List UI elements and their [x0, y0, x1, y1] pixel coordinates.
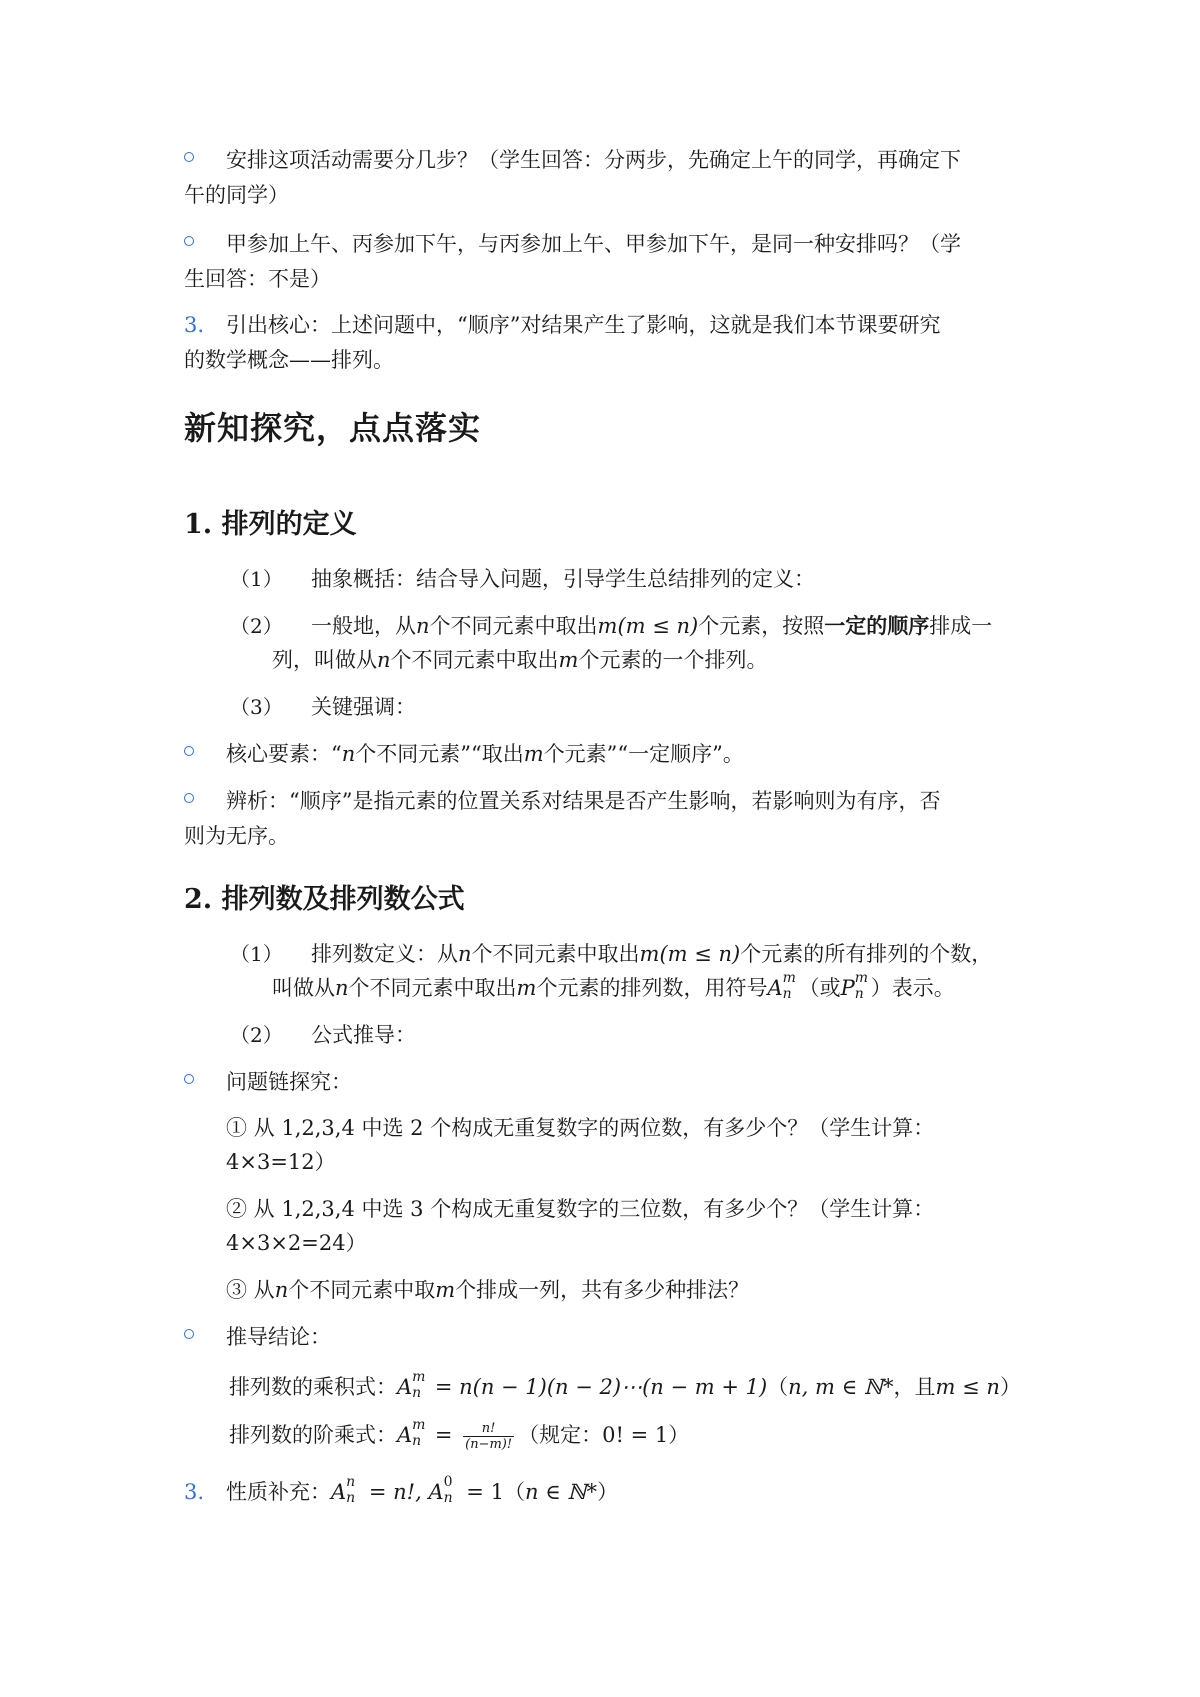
math-expr: = n!,: [362, 1480, 422, 1504]
math-var: n: [341, 742, 356, 766]
paren-label: （2）: [230, 1023, 283, 1047]
intro-bullet2-line2: 生回答：不是）: [184, 267, 331, 291]
superscript: n: [346, 1474, 356, 1490]
scripts: [346, 1474, 362, 1506]
symbol-A: A: [767, 976, 783, 1000]
bullet-icon: [184, 236, 194, 246]
math-expr: = n(n − 1)(n − 2)⋯(n − m + 1): [428, 1375, 768, 1399]
heading-permutation-definition: 1. 排列的定义: [184, 509, 357, 540]
math-var: m: [558, 648, 579, 672]
text-run: 个不同元素中取出: [390, 648, 559, 672]
math-var: n: [416, 614, 430, 638]
subscript: n: [412, 1433, 422, 1449]
paren-label: （1）: [230, 942, 283, 966]
section-title: 新知探究，点点落实: [184, 409, 482, 447]
intro-item3-line2: 的数学概念——排列。: [184, 348, 394, 372]
s2-p1-line2: [272, 970, 955, 1003]
bold-text: 一定的顺序: [824, 613, 930, 638]
text-run: 个不同元素中取出: [429, 614, 598, 638]
text-run: 个不同元素”“取出: [355, 742, 524, 766]
math-var: n: [335, 976, 349, 1000]
text-run: 排列数的乘积式：: [229, 1375, 397, 1399]
list-number: 3.: [184, 1480, 205, 1504]
scripts: [782, 970, 799, 1002]
subscript: n: [412, 1385, 422, 1401]
text-run: ）表示。: [870, 976, 955, 1000]
s1-bullet2-line2: 则为无序。: [184, 824, 289, 848]
text-run: 个不同元素中取出: [348, 976, 517, 1000]
numerator: n!: [463, 1421, 514, 1437]
superscript: m: [854, 970, 869, 986]
math-var: m: [516, 976, 537, 1000]
paren-label: （1）: [230, 567, 283, 591]
math-expr: n ∈ ℕ*: [524, 1480, 598, 1504]
s2-q1-line2: 4×3=12）: [226, 1150, 336, 1174]
math-expr: m ≤ n: [935, 1375, 1000, 1399]
s2-bullet1: 问题链探究：: [226, 1070, 352, 1094]
text-run: 叫做从: [272, 976, 335, 1000]
bullet-icon: [184, 152, 194, 162]
s2-item3: [226, 1474, 619, 1507]
superscript: 0: [443, 1474, 453, 1490]
equals-sign: =: [428, 1423, 460, 1447]
s1-p2-line1: [311, 611, 992, 641]
denominator: (n−m)!: [465, 1437, 513, 1452]
math-var: n: [377, 648, 391, 672]
text-run: 个不同元素中取出: [471, 942, 640, 966]
text-run: ）: [668, 1423, 690, 1447]
paren-label: （2）: [230, 614, 283, 638]
symbol-P: P: [840, 976, 855, 1000]
s1-bullet1: [226, 739, 744, 769]
symbol-A: A: [397, 1375, 413, 1399]
subscript: n: [854, 986, 864, 1002]
symbol-A: A: [428, 1480, 444, 1504]
text-run: ，且: [893, 1375, 936, 1399]
intro-bullet2-line1: 甲参加上午、丙参加下午，与丙参加上午、甲参加下午，是同一种安排吗？（学: [226, 232, 961, 256]
bullet-icon: [184, 1074, 194, 1084]
s1-p3-text: 关键强调：: [311, 695, 416, 719]
text-run: 个元素，按照: [698, 614, 825, 638]
list-number: 3.: [184, 313, 205, 337]
text-run: 列，叫做从: [272, 648, 377, 672]
symbol-A: A: [331, 1480, 347, 1504]
text-run: （: [503, 1480, 525, 1504]
scripts: [412, 1369, 428, 1401]
text-run: 个元素的一个排列。: [578, 648, 768, 672]
text-run: 排列数的阶乘式：: [229, 1423, 397, 1447]
text-run: （: [767, 1375, 789, 1399]
scripts: [443, 1474, 460, 1506]
math-expr: m(m ≤ n): [597, 614, 699, 638]
superscript: m: [412, 1369, 426, 1385]
paren-label: （3）: [230, 695, 283, 719]
subscript: n: [346, 1490, 356, 1506]
subscript: n: [443, 1490, 453, 1506]
s1-bullet2-line1: 辨析：“顺序”是指元素的位置关系对结果是否产生影响，若影响则为有序，否: [226, 789, 941, 813]
s1-p1-text: 抽象概括：结合导入问题，引导学生总结排列的定义：: [311, 567, 815, 591]
bullet-icon: [184, 1329, 194, 1339]
text-run: 个排成一列，共有多少种排法？: [455, 1278, 750, 1302]
bullet-icon: [184, 793, 194, 803]
text-run: ）: [999, 1375, 1021, 1399]
symbol-A: A: [397, 1423, 413, 1447]
fraction: [463, 1421, 514, 1452]
math-expr: 0! = 1: [602, 1423, 669, 1447]
math-var: m: [435, 1278, 456, 1302]
text-run: 个不同元素中取: [288, 1278, 436, 1302]
s2-bullet2: 推导结论：: [226, 1325, 331, 1349]
text-run: 一般地，从: [311, 614, 416, 638]
text-run: 个元素的排列数，用符号: [536, 976, 768, 1000]
s2-p1-line1: [311, 939, 992, 969]
bullet-icon: [184, 746, 194, 756]
intro-bullet1-line2: 午的同学）: [184, 183, 289, 207]
heading-permutation-number: 2. 排列数及排列数公式: [184, 884, 465, 915]
s2-q2-line2: 4×3×2=24）: [226, 1231, 367, 1255]
intro-item3-line1: 引出核心：上述问题中，“顺序”对结果产生了影响，这就是我们本节课要研究: [226, 313, 941, 337]
math-expr: = 1: [459, 1480, 504, 1504]
s2-p2-text: 公式推导：: [311, 1023, 416, 1047]
formula-factorial: [229, 1417, 690, 1452]
text-run: 排列数定义：从: [311, 942, 458, 966]
s2-q1-line1: ① 从 1,2,3,4 中选 2 个构成无重复数字的两位数，有多少个？（学生计算：: [226, 1116, 935, 1140]
text-run: 性质补充：: [226, 1480, 331, 1504]
math-var: n: [274, 1278, 289, 1302]
text-run: （或: [798, 976, 841, 1000]
scripts: [412, 1417, 428, 1449]
text-run: 个元素的所有排列的个数，: [740, 942, 993, 966]
text-run: 核心要素：“: [226, 742, 342, 766]
math-expr: n, m ∈ ℕ*: [788, 1375, 894, 1399]
text-run: 排成一: [929, 614, 993, 638]
subscript: n: [782, 986, 792, 1002]
math-expr: m(m ≤ n): [639, 942, 741, 966]
math-var: m: [523, 742, 544, 766]
superscript: m: [412, 1417, 426, 1433]
s2-q3: [226, 1275, 749, 1305]
text-run: 个元素”“一定顺序”。: [543, 742, 744, 766]
s2-q2-line1: ② 从 1,2,3,4 中选 3 个构成无重复数字的三位数，有多少个？（学生计算：: [226, 1197, 935, 1221]
s1-p2-line2: [272, 645, 767, 675]
superscript: m: [782, 970, 796, 986]
text-run: ）: [597, 1480, 619, 1504]
intro-bullet1-line1: 安排这项活动需要分几步？（学生回答：分两步，先确定上午的同学，再确定下: [226, 148, 961, 172]
text-run: （规定：: [518, 1423, 603, 1447]
math-var: n: [458, 942, 472, 966]
text-run: ③ 从: [226, 1278, 275, 1302]
scripts: [854, 970, 871, 1002]
formula-product: [229, 1369, 1021, 1402]
